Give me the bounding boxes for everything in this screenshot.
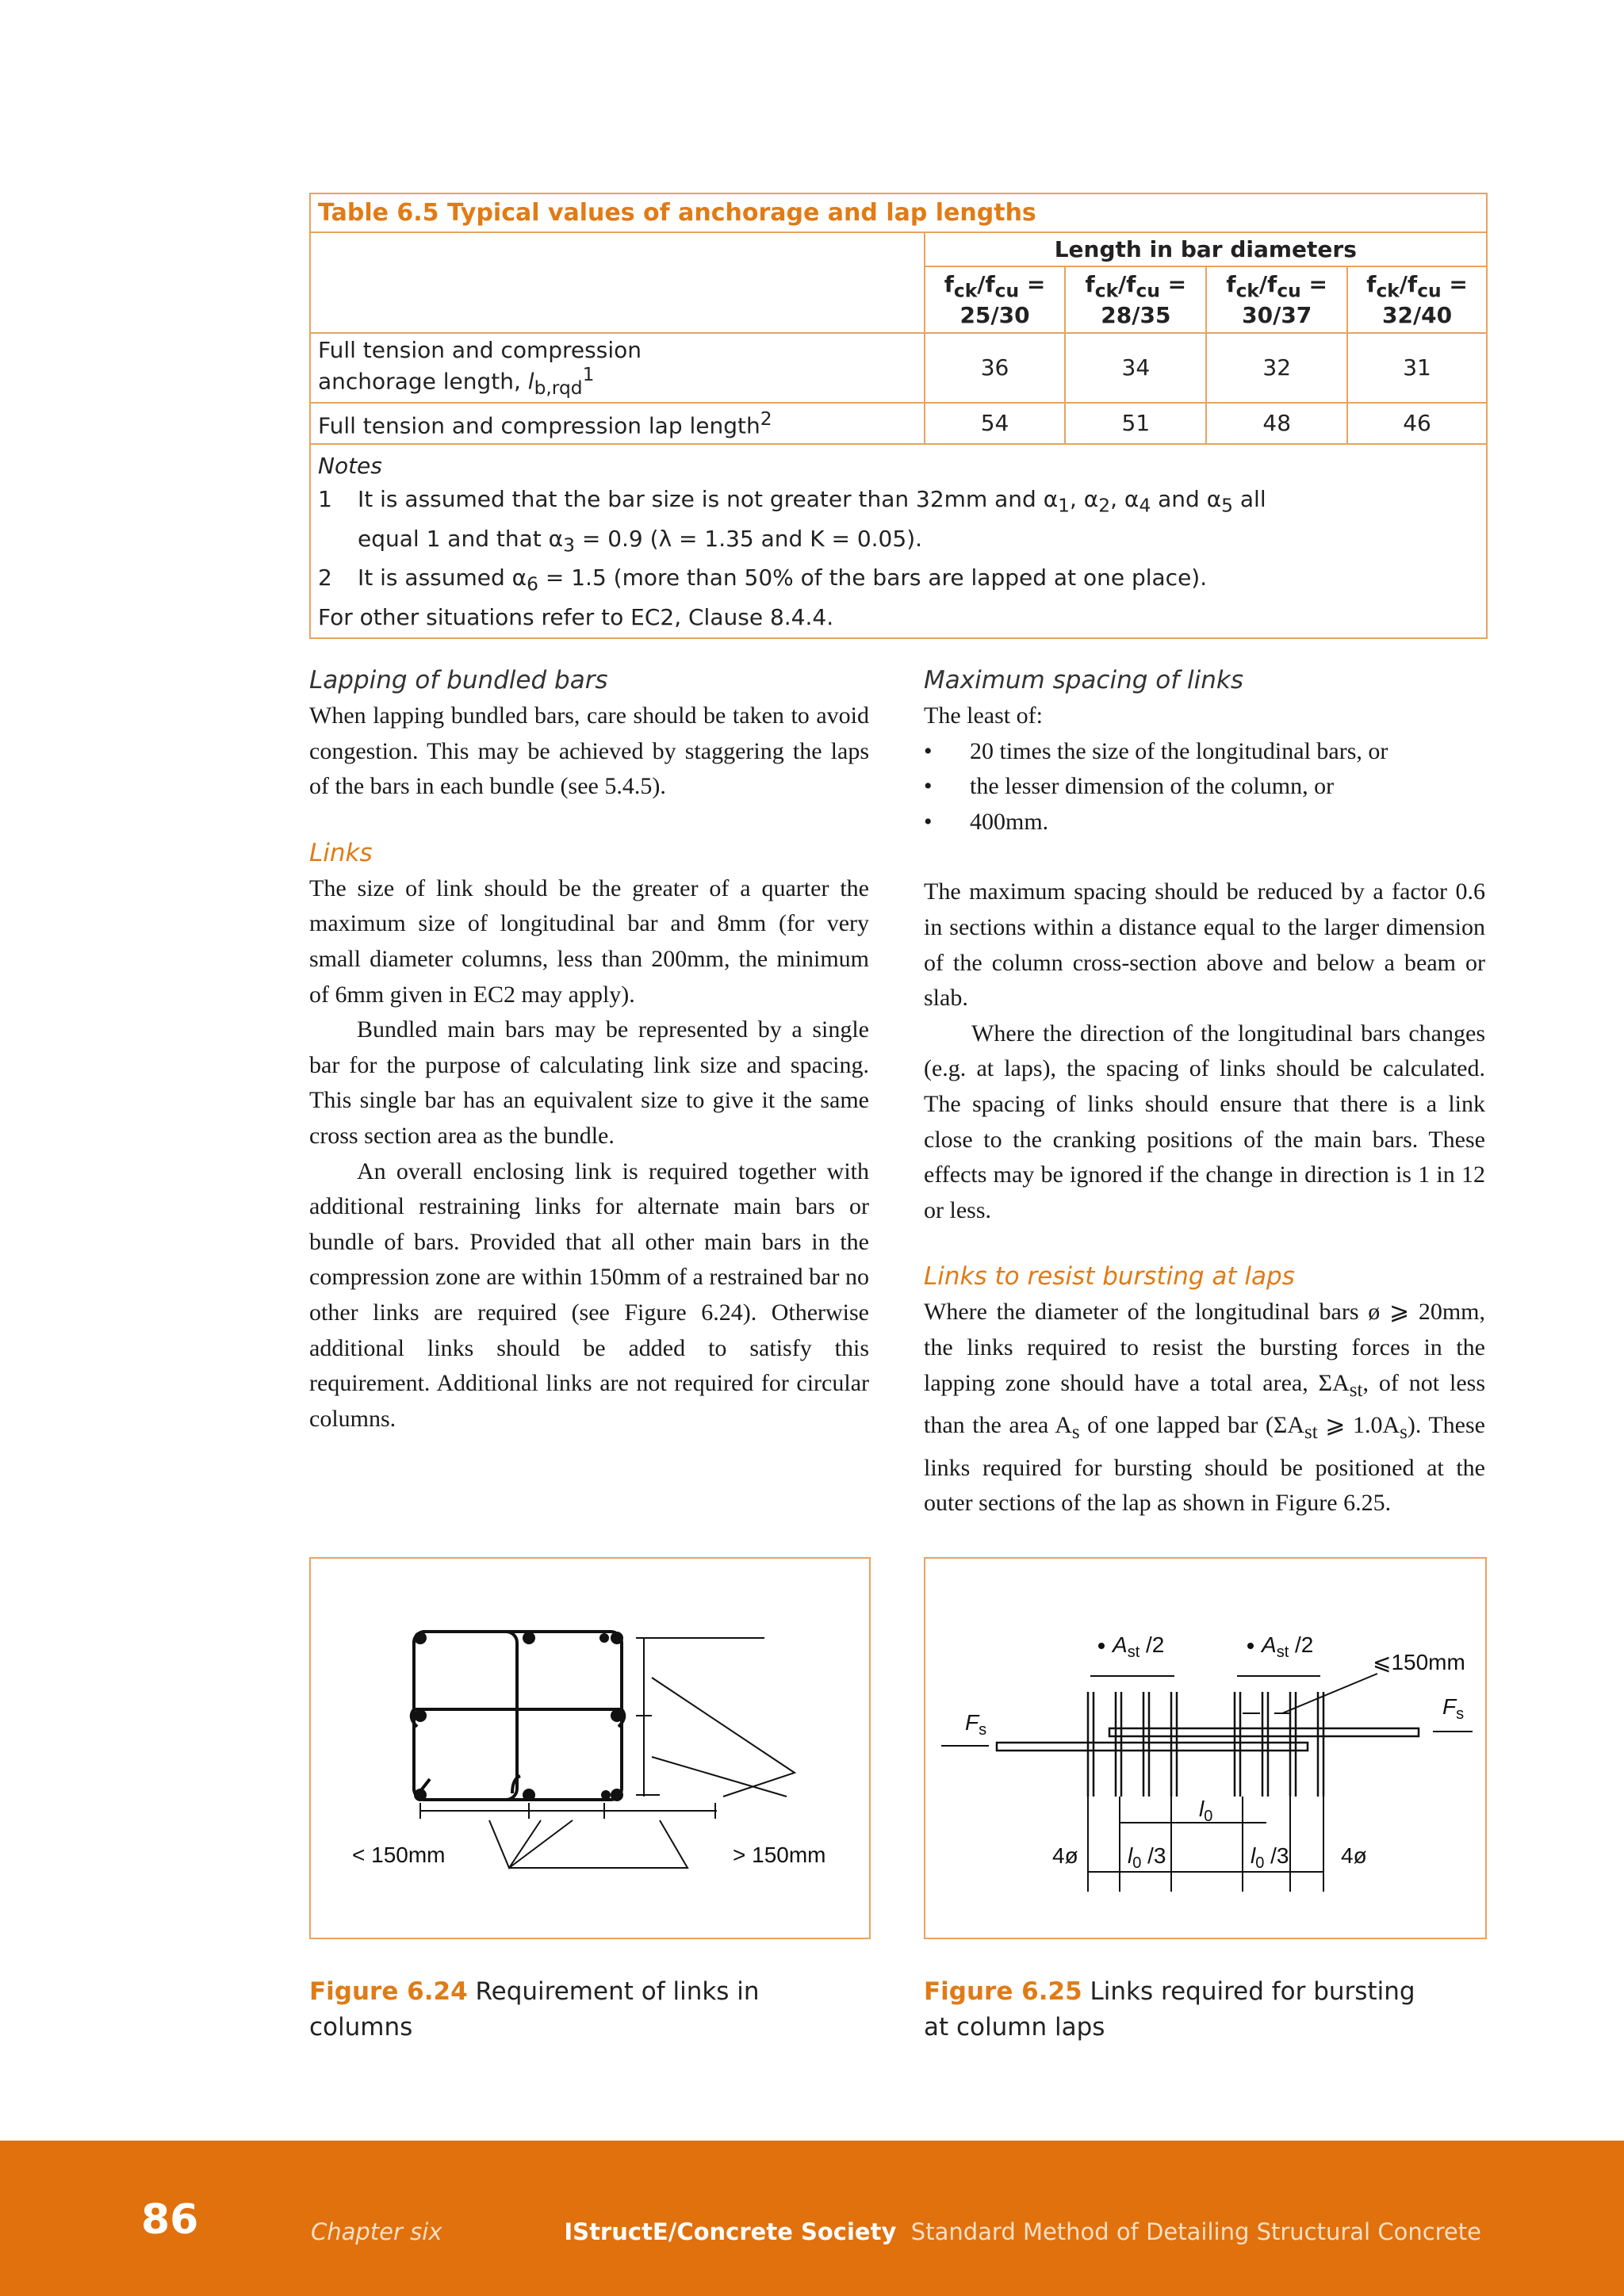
svg-text:Ast /2: $A_{st}$ /2 <box>1113 1632 1165 1661</box>
label-lap-length: l <box>1199 1797 1205 1821</box>
table-row <box>310 403 1487 444</box>
page-number: 86 <box>141 2196 199 2244</box>
col-header: $f_{ck}/f_{cu}$ = 28/35 <box>1065 266 1206 333</box>
figure-6-24-caption: Figure 6.24 Requirement of links in columns <box>309 1977 760 2042</box>
table-row <box>310 333 1487 403</box>
label-less-150: < 150mm <box>352 1843 446 1867</box>
svg-text:l0 /3: $l_0$ /3 <box>1128 1843 1166 1872</box>
table-cell: 31 <box>1347 333 1487 403</box>
right-column <box>924 662 1485 1521</box>
svg-text:l0: $l_0$ <box>1199 1797 1213 1825</box>
table-cell: 32 <box>1206 333 1347 403</box>
label-force: F <box>1442 1694 1457 1719</box>
row-label: Full tension and compression anchorage length, $l_{b,rqd}^1$ <box>310 333 925 403</box>
heading-bursting: Links to resist bursting at laps <box>924 1262 1295 1292</box>
list-item: • the lesser dimension of the column, or <box>924 773 1335 800</box>
publication-label: IStructE/Concrete Society Standard Method of Detailing Structural Concrete <box>564 2218 1481 2245</box>
label-ast: A <box>1113 1632 1128 1657</box>
page-footer <box>0 2141 1624 2296</box>
table-cell: 34 <box>1065 333 1206 403</box>
paragraph: Where the direction of the longitudinal bars changes (e.g. at laps), the spacing of links should be calculated. The spacing of links should ensure that there is a link close to the cranking positions of the main bars. These effects may be ignored if the change in direction is 1 in 12 or less. <box>924 1020 1485 1223</box>
paragraph: Bundled main bars may be represented by a single bar for the purpose of calculating link size and spacing. This single bar has an equivalent size to give it the same cross section area as the bundle. <box>309 1016 869 1149</box>
list-item: • 400mm. <box>924 808 1049 835</box>
left-column <box>309 662 869 1437</box>
table-caption: Table 6.5 Typical values of anchorage and lap lengths <box>310 193 1487 232</box>
heading-lapping-bundled: Lapping of bundled bars <box>309 666 608 695</box>
label-4o: 4ø <box>1341 1843 1367 1868</box>
table-notes: Notes 1 It is assumed that the bar size is not greater than 32mm and $\alpha_1$, $\alpha_2$, $\alpha_4$ and $\alpha_5$ all equal 1 and that $\alpha_3 = 0.9$ (λ = 1.35 and K = 0.05). 2 It is assumed $\alpha_6 = 1.5$ (more than 50% of the bars are lapped at one place). For other situations refer to EC2, Clause 8.4.4. <box>310 444 1487 638</box>
row-label: Full tension and compression lap length$^2$ <box>310 403 925 444</box>
label-ast: A <box>1262 1632 1277 1657</box>
table-cell: 36 <box>925 333 1066 403</box>
col-header: $f_{ck}/f_{cu}$ = 30/37 <box>1206 266 1347 333</box>
label-force: F <box>965 1710 979 1735</box>
paragraph: Where the diameter of the longitudinal bars ø ⩾ 20mm, the links required to resist the bursting forces in the lapping zone should have a total area, $\Sigma A_{st}$, of not less than the area $A_s$ of one lapped bar ($\Sigma A_{st}$ ⩾ $1.0A_s$). These links required for bursting should be positioned at the outer sections of the lap as shown in Figure 6.25. <box>924 1299 1485 1517</box>
svg-text:Fs: $F_s$ <box>1442 1694 1465 1723</box>
table-cell: 48 <box>1206 403 1347 444</box>
column-links-diagram <box>311 1559 869 1938</box>
label-4o: 4ø <box>1052 1843 1078 1868</box>
label-greater-150: > 150mm <box>733 1843 826 1867</box>
figure-6-25-caption: Figure 6.25 Links required for bursting at column laps <box>924 1977 1415 2042</box>
label-l3: l <box>1128 1843 1133 1868</box>
heading-max-spacing: Maximum spacing of links <box>924 666 1243 695</box>
table-cell: 46 <box>1347 403 1487 444</box>
chapter-label: Chapter six <box>311 2218 442 2245</box>
figure-6-25 <box>924 1557 1487 1939</box>
list-item: • 20 times the size of the longitudinal bars, or <box>924 737 1388 764</box>
table-cell: 51 <box>1065 403 1206 444</box>
paragraph: The maximum spacing should be reduced by a factor 0.6 in sections within a distance equal to the larger dimension of the column cross-section above and below a beam or slab. <box>924 878 1485 1012</box>
paragraph: An overall enclosing link is required together with additional restraining links for alternate main bars or bundle of bars. Provided that all other main bars in the compression zone are within 150mm of a restrained bar no other links are required (see Figure 6.24). Otherwise additional links should be added to satisfy this requirement. Additional links are not required for circular columns. <box>309 1158 869 1432</box>
svg-text:Fs: $F_s$ <box>965 1710 987 1739</box>
paragraph: The least of: <box>924 702 1043 729</box>
paragraph: When lapping bundled bars, care should be taken to avoid congestion. This may be achieved by staggering the laps of the bars in each bundle (see 5.4.5). <box>309 702 869 800</box>
col-header: $f_{ck}/f_{cu}$ = 32/40 <box>1347 266 1487 333</box>
svg-text:l0 /3: $l_0$ /3 <box>1251 1843 1289 1872</box>
paragraph: The size of link should be the greater of a quarter the maximum size of longitudinal bar and 8mm (for very small diameter columns, less than 200mm, the minimum of 6mm given in EC2 may apply). <box>309 874 869 1008</box>
figure-6-24 <box>309 1557 871 1939</box>
label-max-150: ⩽150mm <box>1373 1650 1465 1674</box>
svg-text:Ast /2: $A_{st}$ /2 <box>1262 1632 1314 1661</box>
label-l3: l <box>1251 1843 1256 1868</box>
table-cell: 54 <box>925 403 1066 444</box>
bursting-links-diagram <box>925 1559 1485 1938</box>
group-header: Length in bar diameters <box>925 232 1487 266</box>
col-header: $f_{ck}/f_{cu}$ = 25/30 <box>925 266 1066 333</box>
heading-links: Links <box>309 838 373 867</box>
anchorage-lap-table <box>309 193 1488 639</box>
